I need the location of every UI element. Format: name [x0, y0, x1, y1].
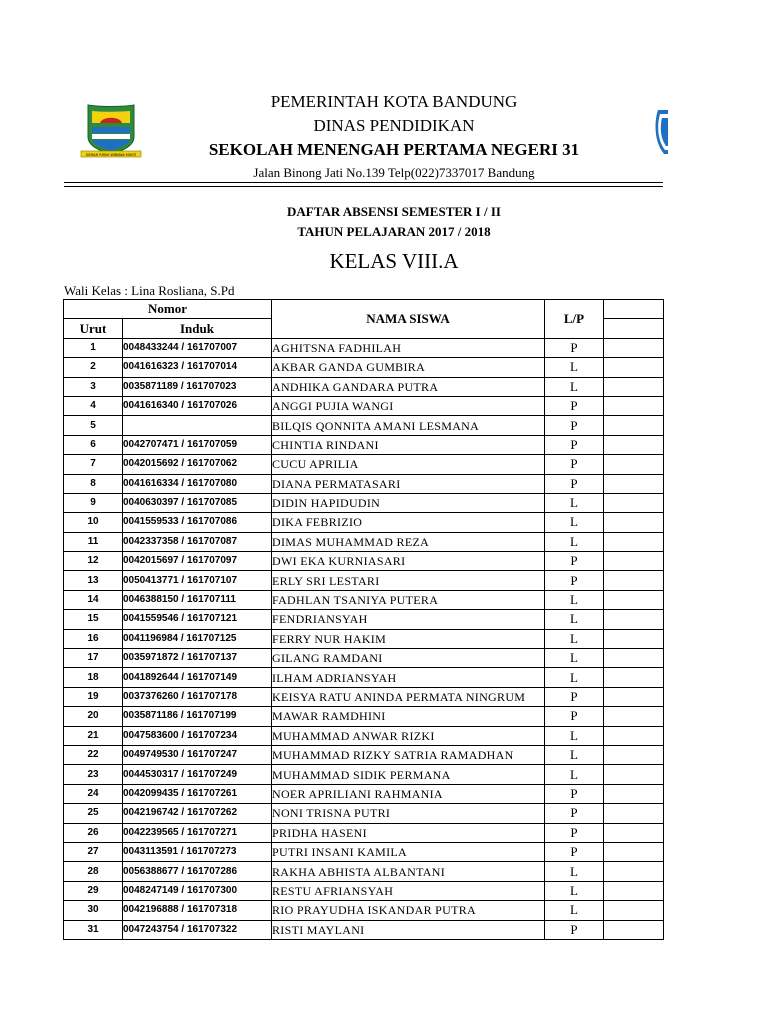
header-divider-thin: [64, 186, 663, 187]
extra-cell: [604, 610, 664, 629]
header-address: Jalan Binong Jati No.139 Telp(022)7337017 Bandung: [253, 165, 535, 180]
row-number: 8: [64, 474, 123, 493]
student-name: DIKA FEBRIZIO: [272, 513, 545, 532]
student-name: KEISYA RATU ANINDA PERMATA NINGRUM: [272, 687, 545, 706]
row-number: 4: [64, 396, 123, 415]
logo-motto-text: GEMAH RIPAH WIBAWA MUKTI: [85, 153, 137, 157]
student-id: 0042196888 / 161707318: [123, 901, 272, 920]
extra-cell: [604, 920, 664, 939]
table-row: [64, 474, 664, 493]
student-name: ERLY SRI LESTARI: [272, 571, 545, 590]
table-row: [64, 784, 664, 803]
row-number: 20: [64, 707, 123, 726]
student-name: ANDHIKA GANDARA PUTRA: [272, 377, 545, 396]
table-row: [64, 881, 664, 900]
col-header-induk: Induk: [123, 319, 272, 338]
student-id: 0035871189 / 161707023: [123, 377, 272, 396]
student-gender: L: [545, 358, 604, 377]
student-name: PRIDHA HASENI: [272, 823, 545, 842]
student-name: MUHAMMAD ANWAR RIZKI: [272, 726, 545, 745]
student-gender: L: [545, 493, 604, 512]
student-gender: L: [545, 649, 604, 668]
student-name: RESTU AFRIANSYAH: [272, 881, 545, 900]
table-row: [64, 901, 664, 920]
extra-cell: [604, 571, 664, 590]
student-gender: P: [545, 784, 604, 803]
extra-cell: [604, 474, 664, 493]
student-gender: P: [545, 396, 604, 415]
table-row: [64, 745, 664, 764]
extra-cell: [604, 552, 664, 571]
extra-cell: [604, 493, 664, 512]
student-gender: L: [545, 668, 604, 687]
row-number: 25: [64, 804, 123, 823]
col-header-nama: NAMA SISWA: [272, 300, 545, 339]
table-row: [64, 435, 664, 454]
row-number: 2: [64, 358, 123, 377]
student-id: 0042239565 / 161707271: [123, 823, 272, 842]
student-id: 0046388150 / 161707111: [123, 590, 272, 609]
extra-header-cell: [604, 300, 664, 319]
student-id: 0035971872 / 161707137: [123, 649, 272, 668]
table-row: [64, 726, 664, 745]
student-name: CUCU APRILIA: [272, 455, 545, 474]
student-id: 0042015697 / 161707097: [123, 552, 272, 571]
extra-cell: [604, 358, 664, 377]
table-row: [64, 629, 664, 648]
extra-cell: [604, 707, 664, 726]
table-row: [64, 590, 664, 609]
extra-cell: [604, 804, 664, 823]
student-name: DIANA PERMATASARI: [272, 474, 545, 493]
student-gender: L: [545, 862, 604, 881]
extra-cell: [604, 881, 664, 900]
student-name: DWI EKA KURNIASARI: [272, 552, 545, 571]
student-gender: P: [545, 804, 604, 823]
table-row: [64, 804, 664, 823]
student-name: GILANG RAMDANI: [272, 649, 545, 668]
table-row: [64, 552, 664, 571]
extra-cell: [604, 823, 664, 842]
student-name: MUHAMMAD RIZKY SATRIA RAMADHAN: [272, 745, 545, 764]
header-school-name: SEKOLAH MENENGAH PERTAMA NEGERI 31: [208, 140, 580, 159]
student-gender: P: [545, 455, 604, 474]
student-id: 0048433244 / 161707007: [123, 338, 272, 357]
row-number: 14: [64, 590, 123, 609]
extra-cell: [604, 765, 664, 784]
extra-header-cell: [604, 319, 664, 338]
table-row: [64, 668, 664, 687]
student-id: 0042337358 / 161707087: [123, 532, 272, 551]
table-row: [64, 416, 664, 435]
class-name: KELAS VIII.A: [329, 249, 459, 273]
row-number: 6: [64, 435, 123, 454]
student-name: DIMAS MUHAMMAD REZA: [272, 532, 545, 551]
student-id: 0042707471 / 161707059: [123, 435, 272, 454]
row-number: 1: [64, 338, 123, 357]
document-title: DAFTAR ABSENSI SEMESTER I / II: [287, 204, 501, 219]
student-name: FERRY NUR HAKIM: [272, 629, 545, 648]
student-gender: L: [545, 901, 604, 920]
header-government: PEMERINTAH KOTA BANDUNG: [270, 92, 518, 111]
student-name: AGHITSNA FADHILAH: [272, 338, 545, 357]
student-name: FENDRIANSYAH: [272, 610, 545, 629]
student-gender: P: [545, 435, 604, 454]
row-number: 5: [64, 416, 123, 435]
student-id: 0040630397 / 161707085: [123, 493, 272, 512]
student-gender: L: [545, 532, 604, 551]
extra-cell: [604, 901, 664, 920]
student-gender: L: [545, 745, 604, 764]
student-id: 0041616323 / 161707014: [123, 358, 272, 377]
row-number: 28: [64, 862, 123, 881]
student-id: 0041196984 / 161707125: [123, 629, 272, 648]
row-number: 21: [64, 726, 123, 745]
student-gender: P: [545, 474, 604, 493]
student-name: RISTI MAYLANI: [272, 920, 545, 939]
student-id: 0035871186 / 161707199: [123, 707, 272, 726]
student-gender: P: [545, 338, 604, 357]
student-name: FADHLAN TSANIYA PUTERA: [272, 590, 545, 609]
extra-cell: [604, 649, 664, 668]
table-row: [64, 377, 664, 396]
row-number: 10: [64, 513, 123, 532]
student-id: 0043113591 / 161707273: [123, 842, 272, 861]
row-number: 15: [64, 610, 123, 629]
student-gender: P: [545, 842, 604, 861]
extra-cell: [604, 532, 664, 551]
row-number: 26: [64, 823, 123, 842]
extra-cell: [604, 862, 664, 881]
extra-cell: [604, 338, 664, 357]
extra-cell: [604, 687, 664, 706]
student-id: 0044530317 / 161707249: [123, 765, 272, 784]
col-header-urut: Urut: [64, 319, 123, 338]
extra-cell: [604, 629, 664, 648]
student-gender: L: [545, 629, 604, 648]
extra-cell: [604, 745, 664, 764]
table-row: [64, 687, 664, 706]
student-id: 0049749530 / 161707247: [123, 745, 272, 764]
student-name: RAKHA ABHISTA ALBANTANI: [272, 862, 545, 881]
row-number: 24: [64, 784, 123, 803]
student-id: 0041559546 / 161707121: [123, 610, 272, 629]
student-name: NOER APRILIANI RAHMANIA: [272, 784, 545, 803]
student-name: NONI TRISNA PUTRI: [272, 804, 545, 823]
student-gender: L: [545, 765, 604, 784]
extra-cell: [604, 842, 664, 861]
row-number: 19: [64, 687, 123, 706]
row-number: 22: [64, 745, 123, 764]
table-row: [64, 358, 664, 377]
row-number: 17: [64, 649, 123, 668]
extra-cell: [604, 396, 664, 415]
student-gender: P: [545, 571, 604, 590]
student-gender: L: [545, 513, 604, 532]
student-gender: P: [545, 707, 604, 726]
student-id: 0042099435 / 161707261: [123, 784, 272, 803]
row-number: 7: [64, 455, 123, 474]
student-name: BILQIS QONNITA AMANI LESMANA: [272, 416, 545, 435]
row-number: 23: [64, 765, 123, 784]
student-name: ILHAM ADRIANSYAH: [272, 668, 545, 687]
table-row: [64, 823, 664, 842]
extra-cell: [604, 435, 664, 454]
attendance-table: [63, 299, 664, 940]
table-row: [64, 396, 664, 415]
col-header-nomor: Nomor: [64, 300, 272, 319]
student-name: ANGGI PUJIA WANGI: [272, 396, 545, 415]
student-id: 0042196742 / 161707262: [123, 804, 272, 823]
student-name: DIDIN HAPIDUDIN: [272, 493, 545, 512]
header-row-1: [64, 300, 664, 319]
student-name: PUTRI INSANI KAMILA: [272, 842, 545, 861]
student-gender: L: [545, 377, 604, 396]
student-id: 0041616340 / 161707026: [123, 396, 272, 415]
student-gender: P: [545, 687, 604, 706]
row-number: 31: [64, 920, 123, 939]
table-row: [64, 455, 664, 474]
table-row: [64, 842, 664, 861]
student-id: 0047583600 / 161707234: [123, 726, 272, 745]
student-id: 0037376260 / 161707178: [123, 687, 272, 706]
table-row: [64, 765, 664, 784]
student-gender: L: [545, 881, 604, 900]
table-row: [64, 920, 664, 939]
student-gender: P: [545, 552, 604, 571]
extra-cell: [604, 377, 664, 396]
student-id: 0050413771 / 161707107: [123, 571, 272, 590]
student-gender: L: [545, 726, 604, 745]
table-row: [64, 862, 664, 881]
col-header-lp: L/P: [545, 300, 604, 339]
student-id: 0048247149 / 161707300: [123, 881, 272, 900]
student-gender: L: [545, 610, 604, 629]
student-name: MUHAMMAD SIDIK PERMANA: [272, 765, 545, 784]
extra-cell: [604, 513, 664, 532]
header-divider-thick: [64, 182, 663, 183]
row-number: 18: [64, 668, 123, 687]
row-number: 27: [64, 842, 123, 861]
student-id: 0041892644 / 161707149: [123, 668, 272, 687]
student-name: AKBAR GANDA GUMBIRA: [272, 358, 545, 377]
student-name: MAWAR RAMDHINI: [272, 707, 545, 726]
homeroom-teacher: Wali Kelas : Lina Rosliana, S.Pd: [64, 283, 235, 298]
extra-cell: [604, 726, 664, 745]
row-number: 29: [64, 881, 123, 900]
student-id: [123, 416, 272, 435]
table-row: [64, 493, 664, 512]
row-number: 9: [64, 493, 123, 512]
student-gender: P: [545, 416, 604, 435]
extra-cell: [604, 590, 664, 609]
student-gender: P: [545, 920, 604, 939]
row-number: 3: [64, 377, 123, 396]
extra-cell: [604, 668, 664, 687]
table-row: [64, 338, 664, 357]
extra-cell: [604, 416, 664, 435]
student-id: 0041559533 / 161707086: [123, 513, 272, 532]
table-row: [64, 571, 664, 590]
academic-year: TAHUN PELAJARAN 2017 / 2018: [297, 224, 491, 239]
student-id: 0056388677 / 161707286: [123, 862, 272, 881]
row-number: 30: [64, 901, 123, 920]
row-number: 12: [64, 552, 123, 571]
table-row: [64, 513, 664, 532]
row-number: 16: [64, 629, 123, 648]
student-id: 0047243754 / 161707322: [123, 920, 272, 939]
student-id: 0041616334 / 161707080: [123, 474, 272, 493]
row-number: 13: [64, 571, 123, 590]
table-row: [64, 707, 664, 726]
table-row: [64, 532, 664, 551]
table-row: [64, 649, 664, 668]
student-name: RIO PRAYUDHA ISKANDAR PUTRA: [272, 901, 545, 920]
header-department: DINAS PENDIDIKAN: [313, 116, 475, 135]
student-name: CHINTIA RINDANI: [272, 435, 545, 454]
extra-cell: [604, 784, 664, 803]
row-number: 11: [64, 532, 123, 551]
student-id: 0042015692 / 161707062: [123, 455, 272, 474]
table-row: [64, 610, 664, 629]
student-gender: P: [545, 823, 604, 842]
extra-cell: [604, 455, 664, 474]
student-gender: L: [545, 590, 604, 609]
